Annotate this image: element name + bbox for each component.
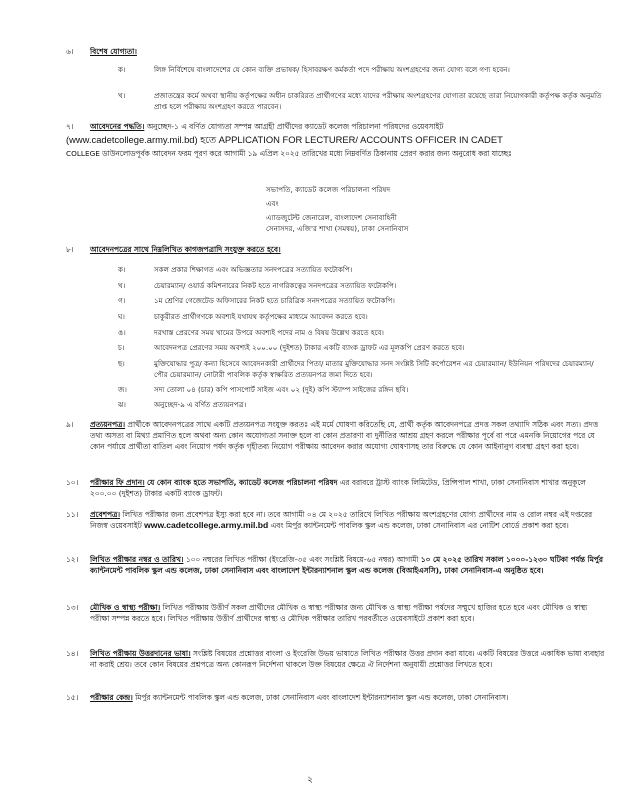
section-text: সংশ্লিষ্ট বিষয়ের প্রশ্নোত্তর বাংলা ও ইংরেজি উভয় ভাষাতে লিখিত পরীক্ষার উত্তর প্রদান করা যাবে। একটি বিষয়ের উত্তরে একাধিক ভাষা ব্যবহার না করাই শ্রেয়। তবে কোন বিষয়ের প্রশ্নপত্রে অন্য কোনরূপ নির্দেশনা থাকলে উক্ত বিষয়ের ক্ষেত্রে ঐ নির্দেশনা অনুযায়ী প্রশ্নোত্তর লিখতে হবে। — [90, 649, 605, 670]
section-number: ১৪। — [66, 649, 79, 658]
section-heading: পরীক্ষার কেন্দ্র। — [90, 693, 133, 702]
item-marker: ঙ। — [118, 328, 126, 337]
section-heading: প্রত্যয়নপত্র। — [90, 420, 126, 429]
item-text: দরখাস্ত প্রেরণের সময় খামের উপরে অবশ্যই পদের নাম ও বিষয় উল্লেখ করতে হবে। — [154, 328, 384, 337]
section-heading: প্রবেশপত্র। — [90, 510, 121, 519]
section-text: ১০০ নম্বরের লিখিত পরীক্ষা (ইংরেজি-৩৫ এবং সংশ্লিষ্ট বিষয়ে-৬৫ নম্বর) আগামী — [185, 555, 419, 564]
item-text: অনুচ্ছেদ-৯ এ বর্ণিত প্রত্যয়নপত্র। — [154, 400, 247, 409]
section-heading: বিশেষ যোগ্যতা। — [90, 47, 137, 56]
section-number: ১৩। — [66, 603, 79, 612]
page-number: ২ — [307, 775, 313, 785]
item-marker: ক। — [118, 65, 126, 74]
section-text-bold: যে কোন ব্যাংক হতে সভাপতি, ক্যাডেট কলেজ পরিচালনা পরিষদ — [147, 478, 338, 487]
item-text: মুক্তিযোদ্ধার পুত্র/ কন্যা হিসেবে আবেদনকারী প্রার্থীদের পিতা/ মাতার মুক্তিযোদ্ধার সনদ সংশ্লিষ্ট সিটি কর্পোরেশন এর চেয়ারম্যান/ ইউনিয়ন পরিষদের চেয়ারম্যান/ পৌর চেয়ারম্যান/ নোটারী পাবলিক কর্তৃক স্বাক্ষরিত প্রত্যয়নপত্র জমা দিতে হবে। — [154, 359, 594, 379]
item-text: চেয়ারম্যান/ ওয়ার্ড কমিশনারের নিকট হতে নাগরিকত্বের সনদপত্রের সত্যায়িত ফটোকপি। — [154, 281, 397, 290]
item-text: ১ম শ্রেণির গেজেটেড অফিসারের নিকট হতে চারিত্রিক সনদপত্রের সত্যায়িত ফটোকপি। — [154, 296, 395, 305]
section-7-line-2 — [66, 134, 606, 146]
item-marker: খ। — [118, 91, 126, 100]
item-marker: ছ। — [118, 359, 125, 368]
item-marker: জ। — [118, 385, 127, 394]
section-text-bold: ১০ মে ২০২৫ তারিখ সকাল ১০০০-১২৩০ ঘটিকা পর্যন্ত মির্পুর ক্যান্টনমেন্ট পাবলিক স্কুল এন্ড কলেজ, ঢাকা সেনানিবাস এবং বাংলাদেশ ইন্টারন্যাশনাল স্কুল এন্ড কলেজ (বিআইএসসি), ঢাকা সেনানিবাস-এ অনুষ্ঠিত হবে। — [90, 555, 603, 576]
address-line: এবং — [266, 199, 279, 208]
item-text: চাকুরীরত প্রার্থীগণকে অবশ্যই যথাযথ কর্তৃপক্ষের মাধ্যমে আবেদন করতে হবে। — [154, 312, 368, 321]
section-heading: আবেদনের পদ্ধতি। — [90, 122, 145, 131]
website-url: (www.cadetcollege.army.mil.bd) — [66, 134, 198, 145]
item-text: সদ্য তোলা ০৪ (চার) কপি পাসপোর্ট সাইজ এবং ০২ (দুই) কপি স্ট্যাম্প সাইজের রঙ্গিন ছবি। — [154, 385, 409, 394]
section-text: হতে APPLICATION FOR LECTURER/ ACCOUNTS OFFICER IN CADET — [200, 134, 503, 145]
address-line: সেনাসদর, এজি'র শাখা (সমন্বয়), ঢাকা সেনানিবাস — [266, 224, 409, 233]
section-text: প্রার্থীকে আবেদনপত্রের সাথে একটি প্রত্যয়নপত্র সংযুক্ত করতঃ এই মর্মে ঘোষণা করিতেছি যে, প্রার্থী কর্তৃক আবেদনপত্রে প্রদত্ত সকল তথ্যাদি সঠিক এবং সত্য। প্রদত্ত তথ্য অসত্য বা মিথ্যা প্রমাণিত হলে অথবা অন্য কোন অযোগ্যতা সনাক্ত হলে বা কোন প্রতারণা বা দুর্নীতির আশ্রয় গ্রহণ করলে পরীক্ষার পূর্বে বা পরে এমনকি নিয়োগের পরে যে কোন পর্যায়ে প্রার্থীতা বাতিল এবং নিয়োগ পর্ষদ কর্তৃক গৃহীতব্য নিয়োগ পরীক্ষায় আবেদন করার অযোগ্য ঘোষণাসহ তার বিরুদ্ধে যে কোন আইনানুগ ব্যবস্থা গ্রহণ করা হবে। — [90, 420, 599, 452]
section-text: COLLEGE ডাউনলোডপূর্বক আবেদন ফরম পূরণ করে আগামী ১৯ এপ্রিল ২০২৫ তারিখের মধ্যে নিম্নবর্ণিত ঠিকানায় প্রেরণ করার জন্য অনুরোধ করা যাচ্ছেঃ — [66, 149, 512, 158]
section-number: ১৫। — [66, 693, 79, 702]
section-number: ১২। — [66, 555, 79, 564]
section-heading: আবেদনপত্রের সাথে নিম্নলিখিত কাগজপত্রাদি সংযুক্ত করতে হবে। — [90, 245, 281, 254]
section-text: এর বরাবরে ট্রাস্ট ব্যাংক লিমিটেড, প্রিন্সিপাল শাখা, ঢাকা সেনানিবাস শাখার অনুকূলে ২০০.০০ (দুইশত) টাকার একটি ব্যাংক ড্রাফট। — [90, 478, 586, 499]
section-text: মির্পুর ক্যান্টনমেন্ট পাবলিক স্কুল এন্ড কলেজ, ঢাকা সেনানিবাস এবং বাংলাদেশ ইন্টারন্যাশনাল স্কুল এন্ড কলেজ, ঢাকা সেনানিবাস। — [135, 693, 509, 702]
section-text: লিখিত পরীক্ষার জন্য প্রবেশপত্র ইস্যু করা হবে না। তবে আগামী ০৪ মে ২০২৫ তারিখে লিখিত পরীক্ষায় অংশগ্রহণের যোগ্য প্রার্থীদের নাম ও রোল নম্বর এই দপ্তরের নিজস্ব ওয়েবসাইট — [90, 510, 593, 531]
section-number: ৮। — [66, 245, 74, 254]
item-text: প্রজাতন্ত্রের কর্মে অথবা স্থানীয় কর্তৃপক্ষের অধীন চাকরিরত প্রার্থীগণের মধ্যে যাদের পরীক্ষায় অংশগ্রহণের যোগ্যতা রয়েছে তারা নিয়োগকারী কর্তৃপক্ষ কর্তৃক অনুমতি প্রাপ্ত হলে পরীক্ষায় অংশগ্রহণ করতে পারবেন। — [154, 91, 602, 111]
address-block — [266, 184, 408, 234]
address-line: এ্যাডজুটেন্ট জেনারেল, বাংলাদেশ সেনাবাহিনী — [266, 213, 397, 222]
section-heading: পরীক্ষার ফি প্রদান। — [90, 478, 145, 487]
item-text: আবেদনপত্র প্রেরণের সময় অবশ্যই ২০০.০০ (দুইশত) টাকার একটি ব্যাংক ড্রাফট এর মূলকপি প্রেরণ করতে হবে। — [154, 343, 465, 352]
item-marker: ক। — [118, 265, 126, 274]
item-marker: খ। — [118, 281, 126, 290]
section-number: ৬। — [66, 47, 74, 56]
section-heading: লিখিত পরীক্ষার নম্বর ও তারিখ। — [90, 555, 184, 564]
section-7-line-3 — [66, 148, 606, 159]
section-text: লিখিত পরীক্ষায় উত্তীর্ণ সকল প্রার্থীদের মৌখিক ও স্বাস্থ্য পরীক্ষার জন্য মৌখিক ও স্বাস্থ্য পরীক্ষা পর্ষদের সম্মুখে হাজির হতে হবে এবং মৌখিক ও স্বাস্থ্য পরীক্ষা সম্পন্ন করতে হবে। লিখিত পরীক্ষায় উত্তীর্ণ প্রার্থীদের স্বাস্থ্য ও মৌখিক পরীক্ষার তারিখ পরবর্তীতে ওয়েবসাইটে প্রকাশ করা হবে। — [90, 603, 588, 624]
item-marker: চ। — [118, 343, 125, 352]
item-marker: ঘ। — [118, 312, 125, 321]
item-text: সকল প্রকার শিক্ষাগত এবং অভিজ্ঞতার সনদপত্রের সত্যায়িত ফটোকপি। — [154, 265, 353, 274]
address-line: সভাপতি, ক্যাডেট কলেজ পরিচালনা পরিষদ — [266, 185, 391, 194]
website-url: www.cadetcollege.army.mil.bd — [144, 520, 269, 531]
section-number: ৯। — [66, 420, 74, 429]
section-heading: মৌখিক ও স্বাস্থ্য পরীক্ষা। — [90, 603, 161, 612]
item-text: লিঙ্গ নির্বিশেষে বাংলাদেশের যে কোন ব্যক্তি প্রভাষক/ হিসাবরক্ষণ কর্মকর্তা পদে পরীক্ষায় অংশগ্রহণের জন্য যোগ্য বলে গণ্য হবেন। — [154, 65, 510, 74]
section-heading: লিখিত পরীক্ষায় উত্তরদানের ভাষা। — [90, 649, 191, 658]
section-number: ১০। — [66, 478, 79, 487]
item-marker: ঝ। — [118, 400, 126, 409]
section-number: ১১। — [66, 510, 79, 519]
section-text: অনুচ্ছেদ-১ এ বর্ণিত যোগ্যতা সম্পন্ন আগ্রহী প্রার্থীদের ক্যাডেট কলেজ পরিচালনা পরিষদের ওয়েবসাইট — [146, 122, 444, 131]
section-number: ৭। — [66, 122, 74, 131]
section-text: এবং মির্পুর ক্যান্টনমেন্ট পাবলিক স্কুল এন্ড কলেজ, ঢাকা সেনানিবাস এর নোটিশ বোর্ডে প্রকাশ করা হবে। — [270, 521, 569, 531]
item-marker: গ। — [118, 296, 126, 305]
